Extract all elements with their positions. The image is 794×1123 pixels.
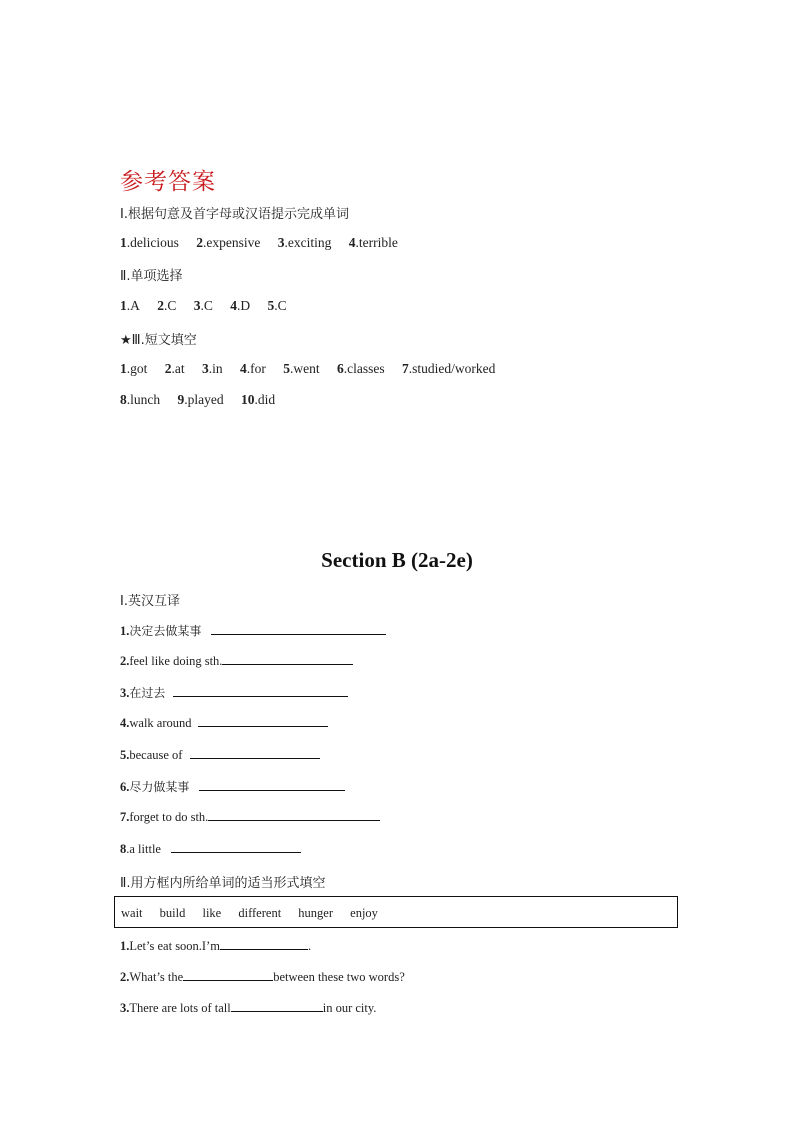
answer-text: .C: [274, 298, 287, 313]
word-option: enjoy: [350, 906, 378, 920]
answer-number: 7: [402, 361, 409, 376]
translate-item: [120, 715, 328, 731]
answer-blank[interactable]: [183, 969, 273, 981]
answer-blank[interactable]: [231, 1000, 323, 1012]
item-text: walk around: [129, 716, 192, 730]
item-text: .: [307, 939, 312, 953]
translate-item: [120, 809, 380, 825]
answer-text: .did: [254, 392, 276, 407]
answer-number: 3: [193, 298, 201, 313]
word-option: wait: [121, 906, 143, 920]
answer-text: .expensive: [203, 235, 261, 250]
answer-text: .classes: [343, 361, 385, 376]
answer-number: 2: [164, 361, 172, 376]
answer-text: .exciting: [284, 235, 332, 250]
answer-text: .got: [126, 361, 148, 376]
translate-item: [120, 622, 386, 639]
answer-number: 9: [177, 392, 185, 407]
answer-text: .C: [164, 298, 177, 313]
item-number: 6.: [120, 780, 130, 794]
fill-item: [120, 1000, 376, 1016]
answer-text: .A: [126, 298, 140, 313]
fill-item: [120, 938, 311, 954]
item-text: because of: [129, 748, 183, 762]
part2-heading: Ⅱ.单项选择: [120, 269, 183, 284]
answer-text: .terrible: [355, 235, 398, 250]
answer-text: .at: [171, 361, 185, 376]
item-number: 2.: [120, 654, 130, 668]
answer-blank[interactable]: [211, 623, 386, 635]
answer-number: 2: [196, 235, 203, 250]
translate-item: [120, 684, 348, 701]
translate-item: [120, 778, 345, 795]
answer-blank[interactable]: [173, 685, 348, 697]
item-text: between these two words?: [273, 970, 405, 984]
answer-blank[interactable]: [171, 841, 301, 853]
answer-number: 6: [337, 361, 344, 376]
item-number: 7.: [120, 810, 130, 824]
translate-item: [120, 747, 320, 763]
item-number: 2.: [120, 970, 130, 984]
item-text: feel like doing sth.: [129, 654, 223, 668]
item-text: Let’s eat soon.I’m: [129, 939, 220, 953]
answer-blank[interactable]: [220, 938, 308, 950]
translate-heading: Ⅰ.英汉互译: [120, 594, 180, 609]
part1-heading: Ⅰ.根据句意及首字母或汉语提示完成单词: [120, 207, 349, 222]
answer-number: 4: [230, 298, 238, 313]
answer-number: 4: [240, 361, 247, 376]
word-option: like: [202, 906, 222, 920]
answer-blank[interactable]: [198, 715, 328, 727]
word-box: [114, 896, 678, 928]
answer-text: .C: [200, 298, 213, 313]
answer-blank[interactable]: [222, 653, 353, 665]
item-number: 1.: [120, 624, 130, 638]
answer-blank[interactable]: [199, 779, 345, 791]
item-number: 5.: [120, 748, 130, 762]
answer-text: .went: [290, 361, 320, 376]
answer-number: 1: [120, 298, 127, 313]
item-number: 3.: [120, 1001, 130, 1015]
answer-number: 10: [241, 392, 255, 407]
answer-number: 2: [157, 298, 164, 313]
item-text: in our city.: [322, 1001, 377, 1015]
item-number: 8: [120, 842, 127, 856]
translate-item: [120, 653, 353, 669]
word-option: hunger: [298, 906, 334, 920]
answer-text: .in: [208, 361, 223, 376]
answer-number: 8: [120, 392, 127, 407]
answer-number: 4: [348, 235, 356, 250]
answer-text: .delicious: [126, 235, 179, 250]
fill-item: [120, 969, 405, 985]
item-text: 在过去: [129, 686, 166, 700]
answer-number: 3: [277, 235, 285, 250]
word-option: build: [159, 906, 186, 920]
answer-key-title: 参考答案: [120, 169, 216, 195]
part3-heading: ★Ⅲ.短文填空: [120, 333, 197, 348]
part2-answers: [120, 298, 287, 314]
answer-number: 3: [202, 361, 209, 376]
answer-text: .for: [246, 361, 266, 376]
answer-text: .studied/worked: [408, 361, 496, 376]
part3-answers-row1: [120, 361, 495, 377]
fill-heading: Ⅱ.用方框内所给单词的适当形式填空: [120, 876, 326, 891]
part3-answers-row2: [120, 392, 275, 408]
answer-blank[interactable]: [208, 809, 380, 821]
answer-number: 1: [120, 235, 127, 250]
item-text: 决定去做某事: [129, 624, 202, 638]
answer-number: 5: [267, 298, 275, 313]
item-text: .a little: [126, 842, 161, 856]
answer-blank[interactable]: [190, 747, 320, 759]
answer-text: .lunch: [126, 392, 161, 407]
item-text: What’s the: [129, 970, 184, 984]
answer-number: 5: [283, 361, 291, 376]
answer-number: 1: [120, 361, 127, 376]
answer-text: .D: [237, 298, 251, 313]
item-number: 3.: [120, 686, 130, 700]
item-text: forget to do sth.: [129, 810, 209, 824]
part1-answers: [120, 235, 398, 251]
item-number: 1.: [120, 939, 130, 953]
item-text: 尽力做某事: [129, 780, 190, 794]
word-option: different: [238, 906, 282, 920]
section-title: Section B (2a-2e): [321, 548, 473, 572]
item-number: 4.: [120, 716, 130, 730]
translate-item: [120, 841, 301, 857]
answer-text: .played: [184, 392, 224, 407]
item-text: There are lots of tall: [129, 1001, 231, 1015]
